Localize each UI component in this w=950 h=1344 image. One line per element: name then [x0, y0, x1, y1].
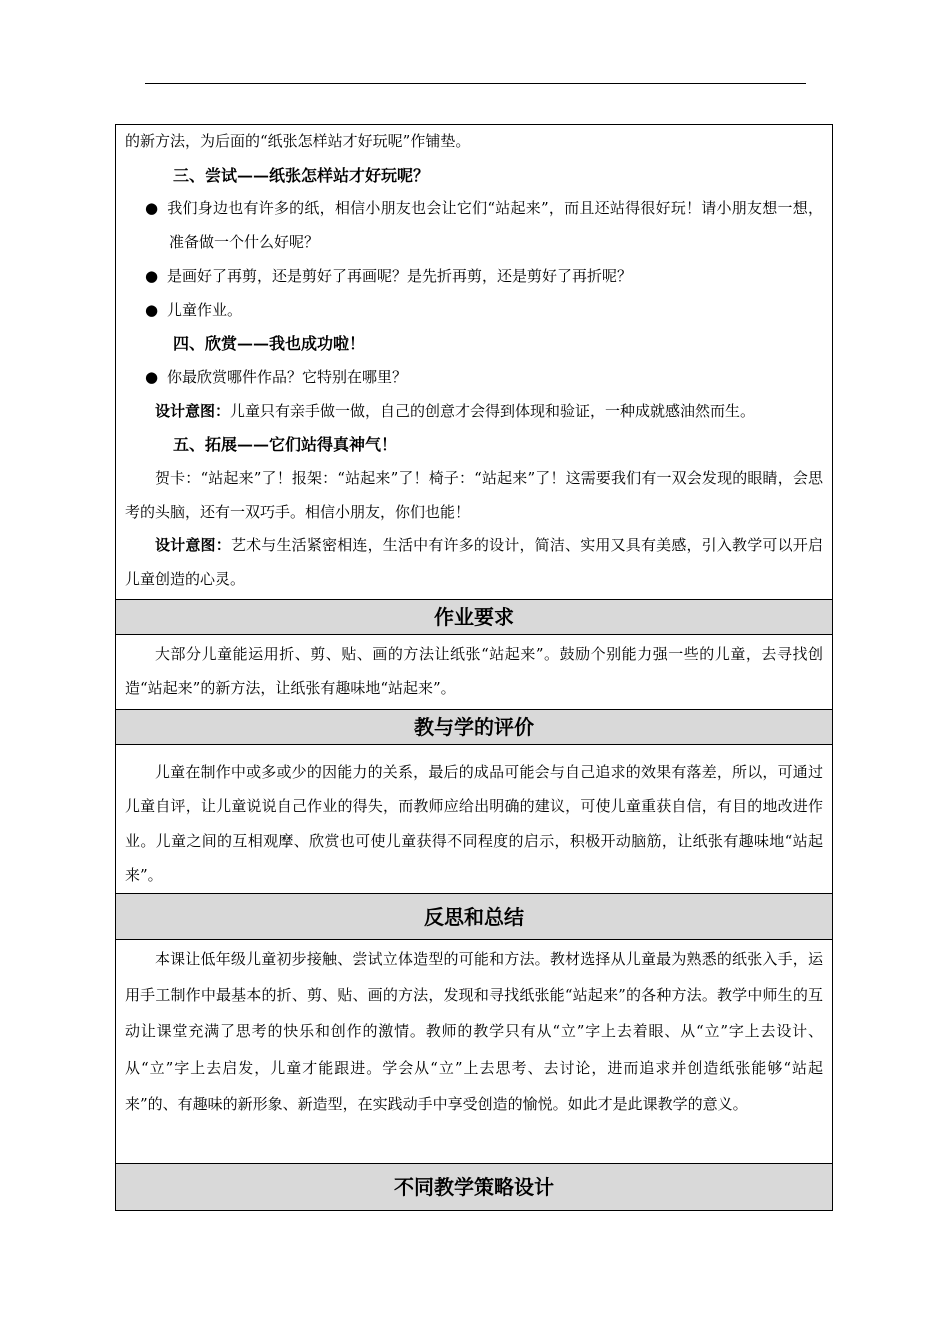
extension-paragraph: 贺卡：“站起来”了！报架：“站起来”了！椅子：“站起来”了！这需要我们有一双会发现的眼睛，会思考的头脑，还有一双巧手。相信小朋友，你们也能！ [125, 469, 823, 521]
bullet-item: ● 是画好了再剪，还是剪好了再画呢？是先折再剪，还是剪好了再折呢？ [125, 260, 823, 294]
reflection-text: 本课让低年级儿童初步接触、尝试立体造型的可能和方法。教材选择从儿童最为熟悉的纸张入手，运用手工制作中最基本的折、剪、贴、画的方法，发现和寻找纸张能“站起来”的各种方法。教学中师生的互动让课堂充满了思考的快乐和创作的激情。教师的教学只有从“立”字上去着眼、从“立”字上去设计、从“立”字上去启发，儿童才能跟进。学会从“立”上去思考、去讨论，进而追求并创造纸张能够“站起来”的、有趣味的新形象、新造型，在实践动手中享受创造的愉悦。如此才是此课教学的意义。 [125, 949, 823, 1114]
teaching-process-cell [116, 125, 832, 600]
bullet-icon: ● [145, 300, 159, 319]
evaluation-text: 儿童在制作中或多或少的因能力的关系，最后的成品可能会与自己追求的效果有落差，所以，可通过儿童自评，让儿童说说自己作业的得失，而教师应给出明确的建议，可使儿童重获自信，有目的地改进作业。儿童之间的互相观摩、欣赏也可使儿童获得不同程度的启示，积极开动脑筋，让纸张有趣味地“站起来”。 [125, 762, 823, 885]
design-intent: 设计意图：儿童只有亲手做一做，自己的创意才会得到体现和验证，一种成就感油然而生。 [155, 401, 756, 420]
bullet-icon: ● [145, 367, 159, 386]
reflection-header: 反思和总结 [116, 894, 832, 940]
bullet-item: ● 你最欣赏哪件作品？它特别在哪里？ [125, 361, 823, 395]
design-intent-label: 设计意图： [155, 536, 231, 555]
homework-text: 大部分儿童能运用折、剪、贴、画的方法让纸张“站起来”。鼓励个别能力强一些的儿童，去寻找创造“站起来”的新方法，让纸张有趣味地“站起来”。 [125, 644, 823, 697]
bullet-icon: ● [145, 266, 159, 285]
heading-try: 三、尝试——纸张怎样站才好玩呢？ [173, 165, 430, 185]
design-intent-label: 设计意图： [155, 401, 231, 420]
evaluation-header: 教与学的评价 [116, 710, 832, 745]
bullet-icon: ● [145, 199, 159, 218]
lesson-plan-table [115, 124, 833, 1211]
header-rule [145, 83, 806, 84]
heading-appreciate: 四、欣赏——我也成功啦！ [173, 334, 366, 354]
heading-extend: 五、拓展——它们站得真神气！ [173, 435, 398, 455]
continuation-line: 的新方法，为后面的“纸张怎样站才好玩呢”作铺垫。 [125, 132, 471, 150]
strategy-header: 不同教学策略设计 [116, 1164, 832, 1210]
design-intent: 设计意图：艺术与生活紧密相连，生活中有许多的设计，简洁、实用又具有美感，引入教学可以开启儿童创造的心灵。 [125, 536, 823, 589]
homework-cell [116, 635, 832, 710]
evaluation-cell [116, 745, 832, 894]
reflection-cell [116, 940, 832, 1164]
homework-header: 作业要求 [116, 600, 832, 635]
bullet-item: ● 儿童作业。 [125, 294, 823, 328]
bullet-item: ● 我们身边也有许多的纸，相信小朋友也会让它们“站起来”，而且还站得很好玩！请小朋友想一想，准备做一个什么好呢？ [125, 192, 823, 259]
